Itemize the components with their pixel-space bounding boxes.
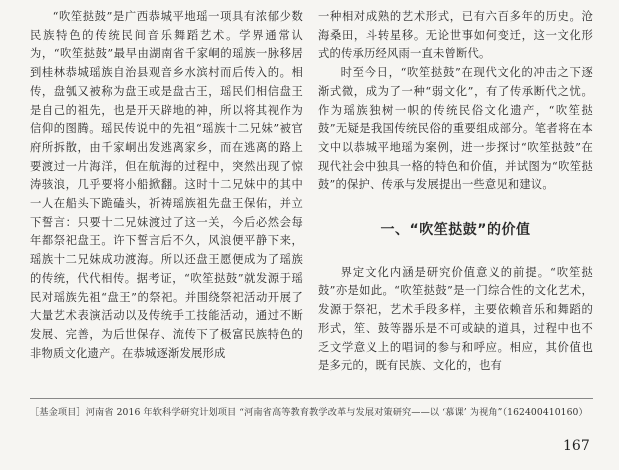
paragraph-value: 界定文化内涵是研究价值意义的前提。“吹笙挞鼓”亦是如此。“吹笙挞鼓”是一门综合性的文化艺术，发源于祭祀，艺术手段多样，主要依赖音乐和舞蹈的形式，笙、鼓等器乐是不可或缺的道具，过程中也不乏文学意义上的唱词的参与和呼应。相应，其价值也是多元的，既有民族、文化的，也有: [318, 265, 593, 373]
footnote-divider: [30, 398, 593, 399]
right-column: [318, 8, 593, 376]
paragraph-intro-continued: 一种相对成熟的艺术形式，已有六百多年的历史。沧海桑田，斗转星移。无论世事如何变迁，这一文化形式的传承历经风雨一直未曾断代。: [318, 10, 593, 61]
paragraph-current-situation: 时至今日，“吹笙挞鼓”在现代文化的冲击之下逐渐式微，成为了一种“弱文化”，有了传承断代之忧。作为瑶族独树一帜的传统民俗文化遗产，“吹笙挞鼓”无疑是我国传统民俗的重要组成部分。笔者将在本文中以恭城平地瑶为案例，进一步探讨“吹笙挞鼓”在现代社会中独具一格的特色和价值，并试图为“吹笙挞鼓”的保护、传承与发展提出一些意见和建议。: [318, 66, 593, 192]
left-column: [30, 8, 303, 363]
section-heading: 一、“吹笙挞鼓”的价值: [380, 222, 531, 239]
funding-footnote: ［基金项目］河南省 2016 年软科学研究计划项目 “河南省高等教育教学改革与发展对策研究——以 ‘慕课’ 为视角”（162400410160）: [30, 407, 588, 418]
page-number: 167: [563, 438, 590, 454]
paragraph-intro: “吹笙挞鼓”是广西恭城平地瑶一项具有浓郁少数民族特色的传统民间音乐舞蹈艺术。学界通常认为，“吹笙挞鼓”最早由湖南省千家峒的瑶族一脉移居到桂林恭城瑶族自治县观音乡水滨村而后传入的。相传，盘瓠又被称为盘王或是盘古王，瑶民们相信盘王是自己的祖先，也是开天辟地的神，所以将其视作为信仰的图腾。瑶民传说中的先祖“瑶族十二兄妹”被官府所拆散，由千家峒出发逃离家乡，而在逃离的路上要渡过一片海洋，但在航海的过程中，突然出现了惊涛骇浪，几乎要将小船掀翻。这时十二兄妹中的其中一人在船头下跪磕头，祈祷瑶族祖先盘王保佑，并立下誓言：只要十二兄妹渡过了这一关，今后必然会每年都祭祀盘王。许下誓言后不久，风浪便平静下来，瑶族十二兄妹成功渡海。所以还盘王愿便成为了瑶族的传统，代代相传。据考证，“吹笙挞鼓”就发源于瑶民对瑶族先祖“盘王”的祭祀。并围绕祭祀活动开展了大量艺术表演活动以及传统手工技能活动，通过不断发展、完善，为后世保存、流传下了极富民族特色的非物质文化遗产。在恭城逐渐发展形成: [30, 10, 303, 360]
